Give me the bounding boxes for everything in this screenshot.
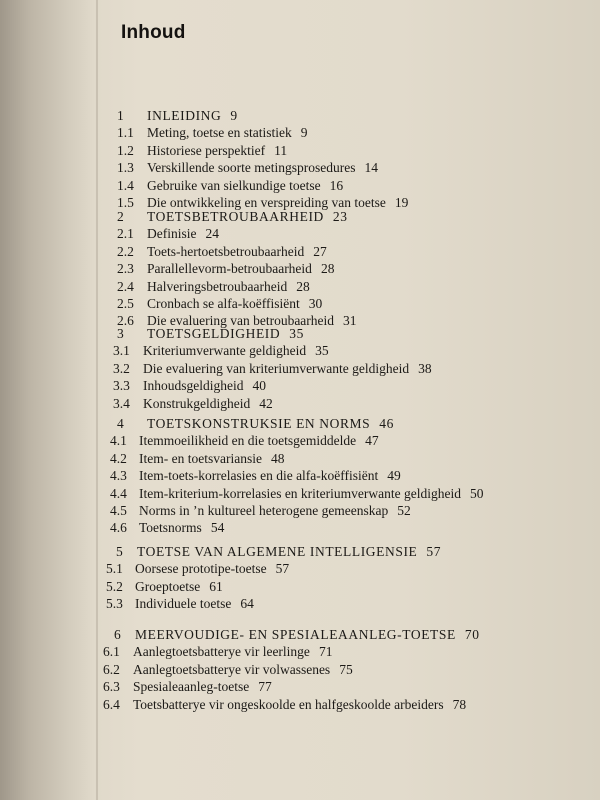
section-number: 5.1 bbox=[106, 561, 123, 577]
section-row bbox=[0, 360, 600, 377]
section-title: Itemmoeilikheid en die toetsgemiddelde bbox=[139, 433, 357, 449]
section-row bbox=[0, 432, 600, 449]
chapter-title: INLEIDING bbox=[147, 108, 222, 123]
section-page: 71 bbox=[318, 644, 333, 660]
section-number: 1.1 bbox=[117, 125, 134, 141]
section-row bbox=[0, 243, 600, 260]
section-page: 42 bbox=[259, 395, 273, 411]
chapter-page: 70 bbox=[464, 627, 480, 642]
section-title: Groeptoetse bbox=[135, 578, 201, 594]
section-number: 4.5 bbox=[110, 503, 127, 518]
section-title: Meting, toetse en statistiek bbox=[147, 125, 292, 141]
section-page: 50 bbox=[470, 485, 484, 501]
section-row bbox=[0, 260, 600, 277]
section-page: 61 bbox=[209, 578, 223, 594]
section-row bbox=[0, 485, 600, 502]
section-number: 4.6 bbox=[110, 520, 127, 536]
chapter-page: 57 bbox=[426, 544, 442, 559]
section-number: 1.5 bbox=[117, 195, 134, 210]
chapter-number: 1 bbox=[117, 108, 124, 123]
chapter-row bbox=[0, 626, 600, 643]
chapter-title: TOETSE VAN ALGEMENE INTELLIGENSIE bbox=[137, 544, 418, 559]
chapter-title: TOETSGELDIGHEID bbox=[147, 326, 281, 341]
section-number: 2.3 bbox=[117, 261, 134, 277]
section-page: 48 bbox=[270, 450, 285, 466]
section-title: Parallellevorm-betroubaarheid bbox=[147, 261, 312, 277]
chapter-page: 46 bbox=[379, 416, 394, 431]
section-title: Norms in ’n kultureel heterogene gemeenskap bbox=[139, 503, 389, 518]
section-title: Individuele toetse bbox=[135, 596, 232, 612]
section-number: 2.2 bbox=[117, 243, 134, 259]
section-number: 6.1 bbox=[103, 644, 120, 660]
section-title: Die ontwikkeling en verspreiding van toetse bbox=[147, 195, 386, 210]
section-number: 1.2 bbox=[117, 142, 134, 158]
section-page: 16 bbox=[329, 177, 344, 193]
section-title: Halveringsbetroubaarheid bbox=[147, 278, 288, 294]
section-page: 52 bbox=[397, 503, 411, 518]
section-number: 3.2 bbox=[113, 360, 130, 376]
section-page: 28 bbox=[320, 261, 335, 277]
section-row bbox=[0, 560, 600, 577]
section-number: 2.4 bbox=[117, 278, 134, 294]
section-number: 2.5 bbox=[117, 296, 134, 311]
section-number: 4.3 bbox=[110, 468, 127, 484]
section-page: 27 bbox=[313, 243, 327, 259]
section-row bbox=[0, 142, 600, 159]
chapter-page: 35 bbox=[289, 326, 304, 341]
chapter-row bbox=[0, 325, 600, 342]
chapter-number: 5 bbox=[116, 544, 123, 559]
section-page: 9 bbox=[300, 125, 308, 141]
section-row bbox=[0, 225, 600, 242]
section-number: 4.2 bbox=[110, 450, 127, 466]
chapter-number: 3 bbox=[117, 326, 124, 341]
section-page: 19 bbox=[394, 195, 409, 210]
section-number: 6.4 bbox=[103, 696, 120, 712]
section-title: Gebruike van sielkundige toetse bbox=[147, 177, 321, 193]
section-number: 2.1 bbox=[117, 226, 134, 242]
section-number: 6.2 bbox=[103, 661, 120, 677]
section-row bbox=[0, 678, 600, 695]
section-number: 3.4 bbox=[113, 395, 130, 411]
section-title: Toetsbatterye vir ongeskoolde en halfgeskoolde arbeiders bbox=[133, 696, 444, 712]
section-page: 40 bbox=[252, 378, 266, 394]
section-title: Item-toets-korrelasies en die alfa-koëffisiënt bbox=[139, 468, 379, 484]
section-number: 5.3 bbox=[106, 596, 123, 612]
section-page: 49 bbox=[387, 468, 401, 484]
section-page: 28 bbox=[296, 278, 310, 294]
section-row bbox=[0, 159, 600, 176]
chapter-row bbox=[0, 543, 600, 560]
section-page: 11 bbox=[274, 142, 288, 158]
section-number: 4.1 bbox=[110, 433, 127, 449]
section-title: Die evaluering van betroubaarheid bbox=[147, 313, 335, 329]
section-row bbox=[0, 467, 600, 484]
chapter-number: 2 bbox=[117, 209, 124, 224]
section-number: 1.3 bbox=[117, 160, 134, 176]
chapter-page: 9 bbox=[230, 108, 238, 123]
section-number: 3.3 bbox=[113, 378, 130, 394]
section-row bbox=[0, 124, 600, 141]
section-row bbox=[0, 696, 600, 713]
section-page: 30 bbox=[308, 296, 323, 311]
section-row bbox=[0, 502, 600, 519]
section-row bbox=[0, 595, 600, 612]
section-row bbox=[0, 578, 600, 595]
section-number: 4.4 bbox=[110, 485, 127, 501]
section-number: 2.6 bbox=[117, 313, 134, 329]
section-title: Aanlegtoetsbatterye vir leerlinge bbox=[133, 644, 310, 660]
section-title: Item- en toetsvariansie bbox=[139, 450, 262, 466]
section-page: 24 bbox=[205, 226, 219, 242]
section-title: Item-kriterium-korrelasies en kriteriumverwante geldigheid bbox=[139, 485, 462, 501]
section-title: Kriteriumverwante geldigheid bbox=[143, 343, 307, 359]
section-row bbox=[0, 519, 600, 536]
section-title: Die evaluering van kriteriumverwante geldigheid bbox=[143, 360, 410, 376]
chapter-row bbox=[0, 107, 600, 124]
section-title: Aanlegtoetsbatterye vir volwassenes bbox=[133, 661, 331, 677]
section-title: Inhoudsgeldigheid bbox=[143, 378, 244, 394]
section-row bbox=[0, 661, 600, 678]
section-page: 54 bbox=[210, 520, 225, 536]
section-number: 3.1 bbox=[113, 343, 130, 359]
section-page: 77 bbox=[258, 679, 272, 695]
section-page: 75 bbox=[339, 661, 353, 677]
section-title: Definisie bbox=[147, 226, 197, 242]
section-page: 38 bbox=[418, 360, 432, 376]
section-page: 35 bbox=[315, 343, 329, 359]
section-row bbox=[0, 278, 600, 295]
chapter-title: TOETSKONSTRUKSIE EN NORMS bbox=[147, 416, 371, 431]
section-page: 78 bbox=[452, 696, 467, 712]
chapter-row bbox=[0, 415, 600, 432]
chapter-number: 6 bbox=[114, 627, 121, 642]
chapter-number: 4 bbox=[117, 416, 124, 431]
section-row bbox=[0, 177, 600, 194]
section-row bbox=[0, 295, 600, 312]
chapter-row bbox=[0, 208, 600, 225]
section-number: 6.3 bbox=[103, 679, 120, 695]
page-title: Inhoud bbox=[121, 22, 186, 43]
section-title: Verskillende soorte metingsprosedures bbox=[147, 160, 356, 176]
section-row bbox=[0, 643, 600, 660]
section-row bbox=[0, 450, 600, 467]
section-title: Cronbach se alfa-koëffisiënt bbox=[147, 296, 300, 311]
chapter-title: TOETSBETROUBAARHEID bbox=[147, 209, 324, 224]
section-number: 5.2 bbox=[106, 578, 123, 594]
section-title: Toets-hertoetsbetroubaarheid bbox=[147, 243, 305, 259]
section-title: Spesialeaanleg-toetse bbox=[133, 679, 250, 695]
section-page: 64 bbox=[240, 596, 254, 612]
section-row bbox=[0, 342, 600, 359]
chapter-page: 23 bbox=[332, 209, 348, 224]
section-page: 47 bbox=[365, 433, 379, 449]
section-title: Toetsnorms bbox=[139, 520, 202, 536]
section-row bbox=[0, 395, 600, 412]
section-number: 1.4 bbox=[117, 177, 134, 193]
section-page: 31 bbox=[343, 313, 357, 329]
section-title: Oorsese prototipe-toetse bbox=[135, 561, 267, 577]
section-title: Konstrukgeldigheid bbox=[143, 395, 251, 411]
section-page: 14 bbox=[364, 160, 378, 176]
section-title: Historiese perspektief bbox=[147, 142, 266, 158]
chapter-title: MEERVOUDIGE- EN SPESIALEAANLEG-TOETSE bbox=[135, 627, 456, 642]
section-row bbox=[0, 377, 600, 394]
section-page: 57 bbox=[275, 561, 290, 577]
